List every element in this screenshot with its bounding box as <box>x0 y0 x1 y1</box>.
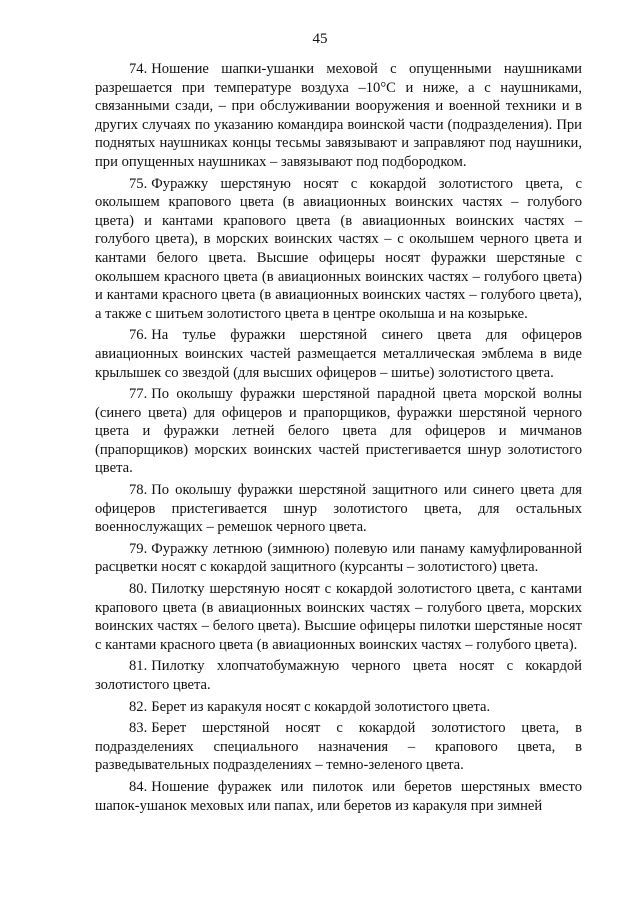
paragraph-80 <box>95 580 582 654</box>
paragraph-number: 82. <box>129 698 148 715</box>
paragraph-text: Ношение фуражек или пилоток или беретов шерстяных вместо шапок-ушанок меховых или папах, или беретов из каракуля при зимней <box>95 778 582 814</box>
paragraph-76 <box>95 326 582 382</box>
paragraph-text: По околышу фуражки шерстяной парадной цвета морской волны (синего цвета) для офицеров и прапорщиков, фуражки шерстяной черного цвета и фуражки летней белого цвета для офицеров и мичманов (прапорщиков) морских воинских частей пристегивается шнур золотистого цвета. <box>95 386 582 477</box>
paragraph-text: Берет из каракуля носят с кокардой золотистого цвета. <box>151 698 491 715</box>
paragraph-79 <box>95 540 582 577</box>
paragraph-text: По околышу фуражки шерстяной защитного или синего цвета для офицеров пристегивается шнур золотистого цвета, для остальных военнослужащих – ремешок черного цвета. <box>95 482 582 536</box>
paragraph-75 <box>95 175 582 324</box>
paragraph-number: 76. <box>129 327 148 344</box>
paragraph-text: Берет шерстяной носят с кокардой золотистого цвета, в подразделениях специального назначения – крапового цвета, в разведывательных подразделениях – темно-зеленого цвета. <box>95 720 582 774</box>
document-body <box>95 60 582 818</box>
paragraph-number: 78. <box>129 482 148 499</box>
paragraph-number: 77. <box>129 386 148 403</box>
paragraph-number: 74. <box>129 61 148 77</box>
paragraph-text: Пилотку хлопчатобумажную черного цвета носят с кокардой золотистого цвета. <box>95 658 582 693</box>
paragraph-number: 81. <box>129 658 148 675</box>
paragraph-text: Фуражку шерстяную носят с кокардой золотистого цвета, с околышем крапового цвета (в авиационных воинских частях – голубого цвета) и кантами крапового цвета (в авиационных воинских частях – голубого цвета), в морских воинских частях – с околышем черного цвета и кантами белого цвета. Высшие офицеры носят фуражки шерстяные с околышем красного цвета (в авиационных воинских частях – голубого цвета) и кантами красного цвета (в авиационных воинских частях – голубого цвета), а также с шитьем золотистого цвета в центре околыша и на козырьке. <box>95 175 582 322</box>
paragraph-83 <box>95 719 582 775</box>
paragraph-text: На тулье фуражки шерстяной синего цвета для офицеров авиационных воинских частей размещается металлическая эмблема в виде крылышек со звездой (для высших офицеров – шитье) золотистого цвета. <box>95 327 582 381</box>
paragraph-number: 83. <box>129 720 148 737</box>
paragraph-82 <box>95 698 582 717</box>
paragraph-text: Ношение шапки-ушанки меховой с опущенными наушниками разрешается при температуре воздуха –10°С и ниже, а с наушниками, связанными сзади, – при обслуживании вооружения и военной техники и в других случаях по указанию командира воинской части (подразделения). При поднятых наушниках концы тесьмы завязывают и заправляют под наушники, при опущенных наушниках – завязывают под подбородком. <box>95 61 582 170</box>
paragraph-77 <box>95 385 582 478</box>
paragraph-74 <box>95 60 582 172</box>
paragraph-81 <box>95 657 582 694</box>
paragraph-text: Пилотку шерстяную носят с кокардой золотистого цвета, с кантами крапового цвета (в авиационных воинских частях – голубого цвета, морских воинских частях – белого цвета). Высшие офицеры пилотки шерстяные носят с кантами красного цвета (в авиационных воинских частях – голубого цвета). <box>95 581 582 653</box>
paragraph-number: 80. <box>129 581 148 598</box>
paragraph-text: Фуражку летнюю (зимнюю) полевую или панаму камуфлированной расцветки носят с кокардой защитного (курсанты – золотистого) цвета. <box>95 540 582 576</box>
paragraph-number: 75. <box>129 175 148 192</box>
paragraph-number: 84. <box>129 778 148 795</box>
paragraph-78 <box>95 481 582 537</box>
paragraph-number: 79. <box>129 540 148 557</box>
paragraph-84 <box>95 778 582 815</box>
page-number: 45 <box>312 31 328 47</box>
